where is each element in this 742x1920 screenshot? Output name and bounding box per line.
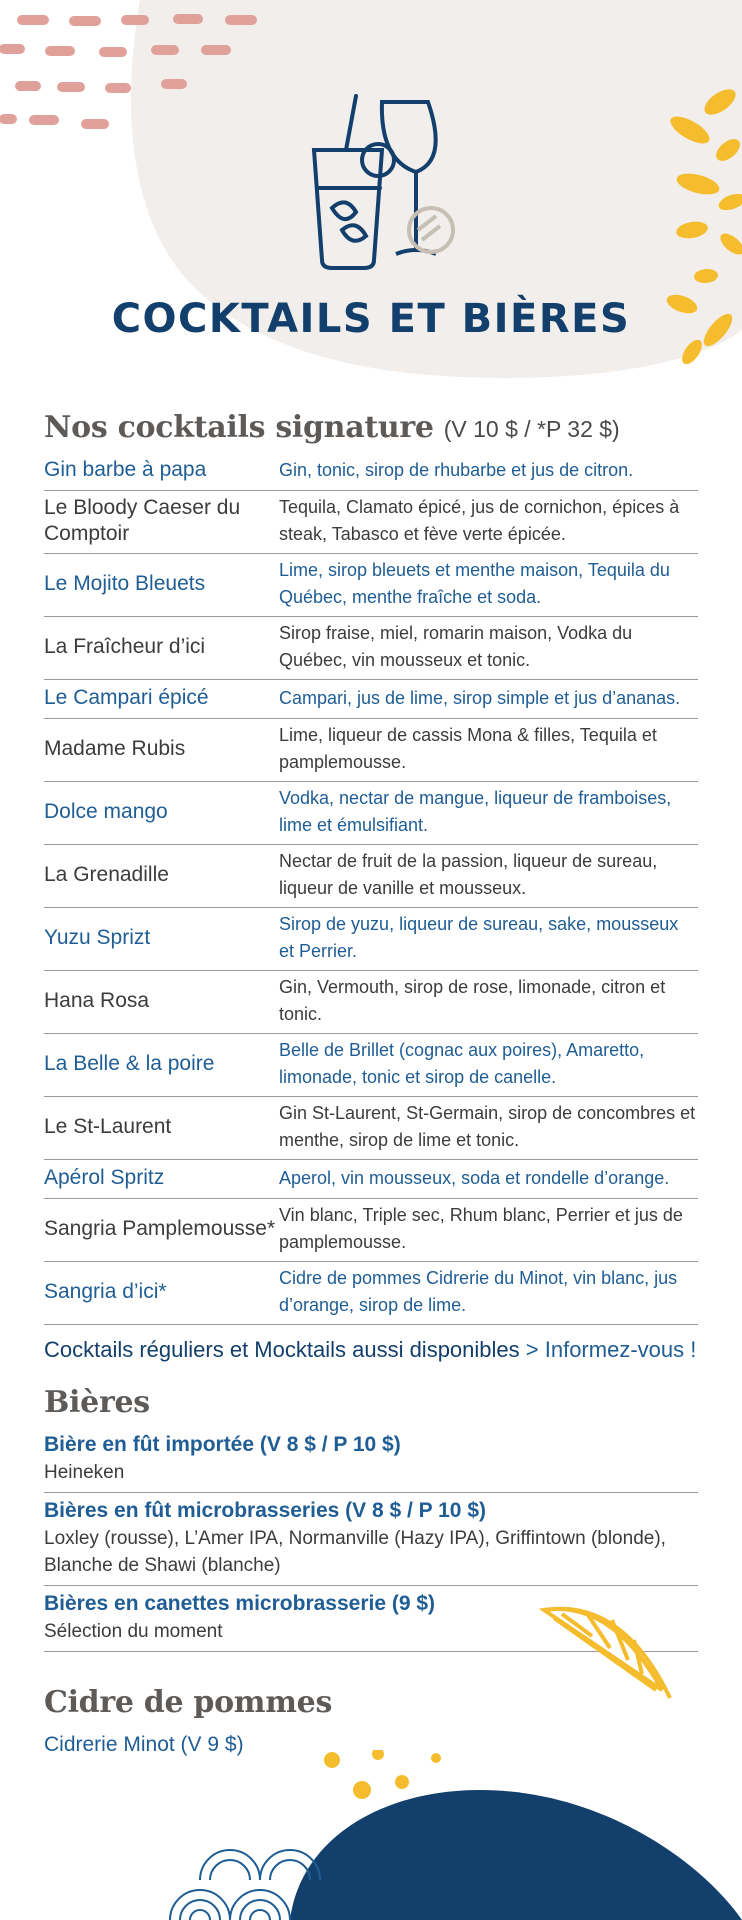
item-description: Campari, jus de lime, sirop simple et jus d’ananas. xyxy=(279,687,681,708)
inform-link[interactable]: > Informez-vous ! xyxy=(525,1337,697,1362)
menu-item xyxy=(44,680,698,719)
item-description: Sirop fraise, miel, romarin maison, Vodka du Québec, vin mousseux et tonic. xyxy=(279,623,633,670)
item-name: Madame Rubis xyxy=(44,737,186,760)
item-name: Yuzu Sprizt xyxy=(44,926,151,949)
menu-item xyxy=(44,719,698,782)
menu-item xyxy=(44,617,698,680)
item-name: Sangria Pamplemousse* xyxy=(44,1217,276,1240)
cider-heading: Cidre de pommes xyxy=(44,1685,333,1720)
item-name: Dolce mango xyxy=(44,800,168,823)
cocktails-heading xyxy=(44,410,698,446)
item-description: Aperol, vin mousseux, soda et rondelle d’orange. xyxy=(279,1167,670,1188)
footnote-text: Cocktails réguliers et Mocktails aussi disponibles xyxy=(44,1337,520,1362)
cider-item: Cidrerie Minot (V 9 $) xyxy=(44,1733,244,1756)
item-description: Sirop de yuzu, liqueur de sureau, sake, mousseux et Perrier. xyxy=(279,914,679,961)
item-name: Hana Rosa xyxy=(44,989,150,1012)
item-description: Gin, tonic, sirop de rhubarbe et jus de citron. xyxy=(279,459,634,480)
menu-item xyxy=(44,782,698,845)
beer-item xyxy=(44,1493,698,1586)
item-name: Gin barbe à papa xyxy=(44,458,207,481)
cocktail-list xyxy=(44,452,698,1325)
bottom-decoration xyxy=(0,1750,742,1920)
menu-item xyxy=(44,908,698,971)
cocktails-footnote xyxy=(44,1337,698,1363)
menu-item xyxy=(44,845,698,908)
item-name: La Fraîcheur d’ici xyxy=(44,635,206,658)
page-title: COCKTAILS ET BIÈRES xyxy=(111,296,631,342)
beer-description: Heineken xyxy=(44,1462,125,1483)
beer-title: Bière en fût importée (V 8 $ / P 10 $) xyxy=(44,1433,401,1456)
menu-item xyxy=(44,971,698,1034)
item-description: Vodka, nectar de mangue, liqueur de framboises, lime et émulsifiant. xyxy=(279,788,672,835)
menu-item xyxy=(44,452,698,491)
item-description: Gin St-Laurent, St-Germain, sirop de concombres et menthe, sirop de lime et tonic. xyxy=(279,1103,696,1150)
item-name: Le St-Laurent xyxy=(44,1115,172,1138)
menu-item xyxy=(44,1034,698,1097)
cocktail-glass-icon xyxy=(296,90,466,275)
item-name: La Grenadille xyxy=(44,863,169,886)
menu-item xyxy=(44,491,698,554)
menu-item xyxy=(44,1097,698,1160)
cocktails-title: Nos cocktails signature xyxy=(44,410,434,445)
item-name: Le Bloody Caeser du Comptoir xyxy=(44,496,241,545)
beer-description: Loxley (rousse), L’Amer IPA, Normanville (Hazy IPA), Griffintown (blonde), Blanche de Shawi (blanche) xyxy=(44,1528,666,1576)
menu-item xyxy=(44,1160,698,1199)
pink-dash-pattern xyxy=(0,0,270,140)
menu-item xyxy=(44,1199,698,1262)
item-description: Lime, liqueur de cassis Mona & filles, Tequila et pamplemousse. xyxy=(279,725,657,772)
item-name: Le Campari épicé xyxy=(44,686,209,709)
item-description: Cidre de pommes Cidrerie du Minot, vin blanc, jus d’orange, sirop de lime. xyxy=(279,1268,678,1315)
item-description: Nectar de fruit de la passion, liqueur de sureau, liqueur de vanille et mousseux. xyxy=(279,851,658,898)
item-name: La Belle & la poire xyxy=(44,1052,215,1075)
menu-item xyxy=(44,1262,698,1325)
item-description: Vin blanc, Triple sec, Rhum blanc, Perrier et jus de pamplemousse. xyxy=(279,1205,683,1252)
beer-title: Bières en fût microbrasseries (V 8 $ / P 10 $) xyxy=(44,1499,486,1522)
beer-description: Sélection du moment xyxy=(44,1621,223,1642)
item-name: Apérol Spritz xyxy=(44,1166,165,1189)
beer-item xyxy=(44,1427,698,1493)
cocktails-section xyxy=(44,410,698,1363)
beers-heading: Bières xyxy=(44,1385,150,1420)
item-description: Lime, sirop bleuets et menthe maison, Tequila du Québec, menthe fraîche et soda. xyxy=(279,560,670,607)
cocktails-price: (V 10 $ / *P 32 $) xyxy=(443,416,620,442)
lemon-wedge-icon xyxy=(532,1590,682,1740)
item-name: Sangria d’ici* xyxy=(44,1280,167,1303)
item-description: Belle de Brillet (cognac aux poires), Amaretto, limonade, tonic et sirop de canelle. xyxy=(279,1040,645,1087)
item-name: Le Mojito Bleuets xyxy=(44,572,206,595)
item-description: Tequila, Clamato épicé, jus de cornichon, épices à steak, Tabasco et fève verte épicée. xyxy=(279,497,680,544)
beer-title: Bières en canettes microbrasserie (9 $) xyxy=(44,1592,436,1615)
menu-item xyxy=(44,554,698,617)
item-description: Gin, Vermouth, sirop de rose, limonade, citron et tonic. xyxy=(279,977,666,1024)
